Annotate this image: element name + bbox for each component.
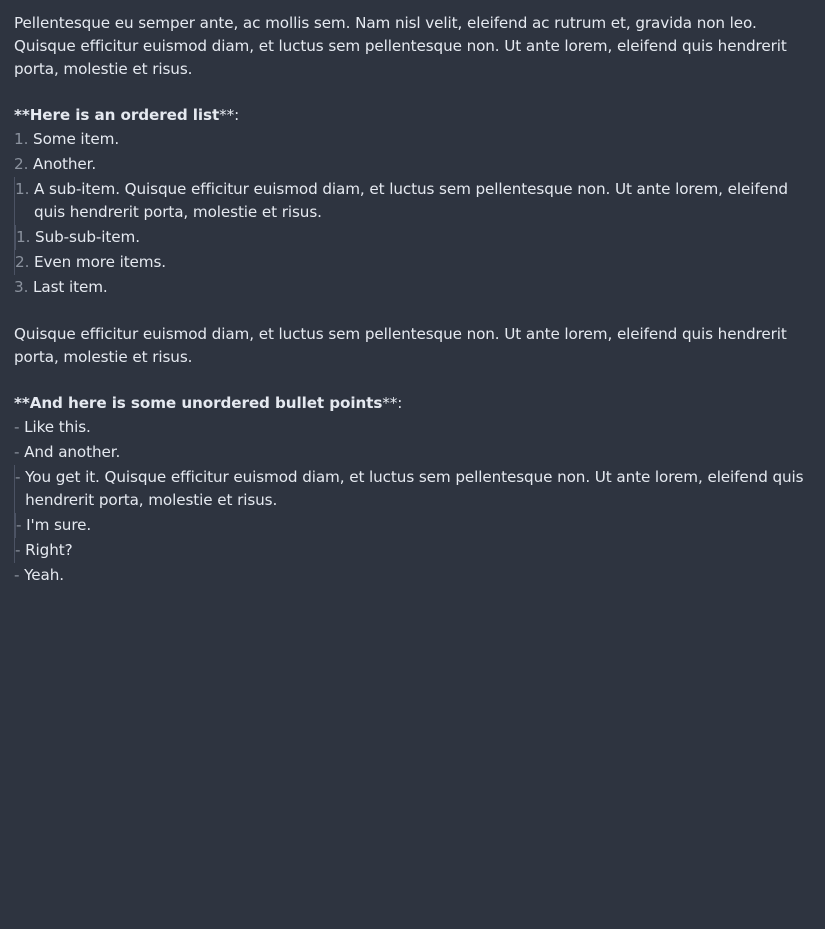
- list-item-text: Right?: [25, 541, 73, 559]
- list-item: [16, 513, 814, 538]
- bullet-marker: -: [14, 418, 25, 436]
- ordered-heading-prefix: **: [14, 106, 30, 124]
- list-item: [15, 250, 814, 275]
- list-item: [14, 415, 814, 440]
- bullet-marker: -: [15, 541, 26, 559]
- ordered-sublist: [14, 177, 814, 275]
- unordered-list-heading: [14, 392, 814, 415]
- unordered-heading-prefix: **: [14, 394, 30, 412]
- ordered-heading-suffix: **:: [219, 106, 240, 124]
- list-item: [15, 465, 814, 538]
- bullet-marker: -: [14, 443, 25, 461]
- list-item-text: And another.: [24, 443, 121, 461]
- list-item-text: You get it. Quisque efficitur euismod diam, et luctus sem pellentesque non. Ut ante lorem, eleifend quis hendrerit porta, molestie et risus.: [25, 468, 804, 509]
- list-marker: 2.: [14, 155, 34, 173]
- middle-paragraph: Quisque efficitur euismod diam, et luctus sem pellentesque non. Ut ante lorem, eleifend quis hendrerit porta, molestie et risus.: [14, 325, 787, 366]
- list-marker: 1.: [14, 130, 34, 148]
- bullet-marker: -: [14, 566, 25, 584]
- list-item-text: Even more items.: [34, 253, 167, 271]
- list-item: [15, 177, 814, 250]
- list-item: [14, 563, 814, 588]
- unordered-subsublist: [15, 513, 814, 538]
- list-item-text: Some item.: [33, 130, 120, 148]
- unordered-heading-text: And here is some unordered bullet points: [29, 394, 383, 412]
- ordered-heading-text: Here is an ordered list: [29, 106, 220, 124]
- list-item: [14, 440, 814, 563]
- list-item: [15, 538, 814, 563]
- paragraph-gap: [14, 369, 814, 392]
- unordered-sublist: [14, 465, 814, 563]
- unordered-heading-suffix: **:: [382, 394, 403, 412]
- list-item: [14, 275, 814, 300]
- list-item-text: Another.: [33, 155, 97, 173]
- paragraph-gap: [14, 81, 814, 104]
- ordered-list-heading: [14, 104, 814, 127]
- list-marker: 1.: [15, 180, 35, 198]
- list-marker: 3.: [14, 278, 34, 296]
- markdown-preview: [14, 12, 814, 588]
- list-item-text: Yeah.: [24, 566, 64, 584]
- list-item-text: Like this.: [24, 418, 91, 436]
- list-item-text: Sub-sub-item.: [35, 228, 140, 246]
- unordered-list: [14, 415, 814, 588]
- list-item: [14, 152, 814, 275]
- list-item: [16, 225, 814, 250]
- list-item-text: A sub-item. Quisque efficitur euismod diam, et luctus sem pellentesque non. Ut ante lorem, eleifend quis hendrerit porta, molestie et risus.: [34, 180, 788, 221]
- list-item-text: I'm sure.: [26, 516, 92, 534]
- intro-paragraph: Pellentesque eu semper ante, ac mollis sem. Nam nisl velit, eleifend ac rutrum et, gravida non leo. Quisque efficitur euismod diam, et luctus sem pellentesque non. Ut ante lorem, eleifend quis hendrerit porta, molestie et risus.: [14, 14, 787, 78]
- list-marker: 1.: [16, 228, 36, 246]
- list-item-text: Last item.: [33, 278, 108, 296]
- bullet-marker: -: [16, 516, 27, 534]
- bullet-marker: -: [15, 468, 26, 486]
- ordered-list: [14, 127, 814, 300]
- list-marker: 2.: [15, 253, 35, 271]
- paragraph-gap: [14, 300, 814, 323]
- list-item: [14, 127, 814, 152]
- ordered-subsublist: [15, 225, 814, 250]
